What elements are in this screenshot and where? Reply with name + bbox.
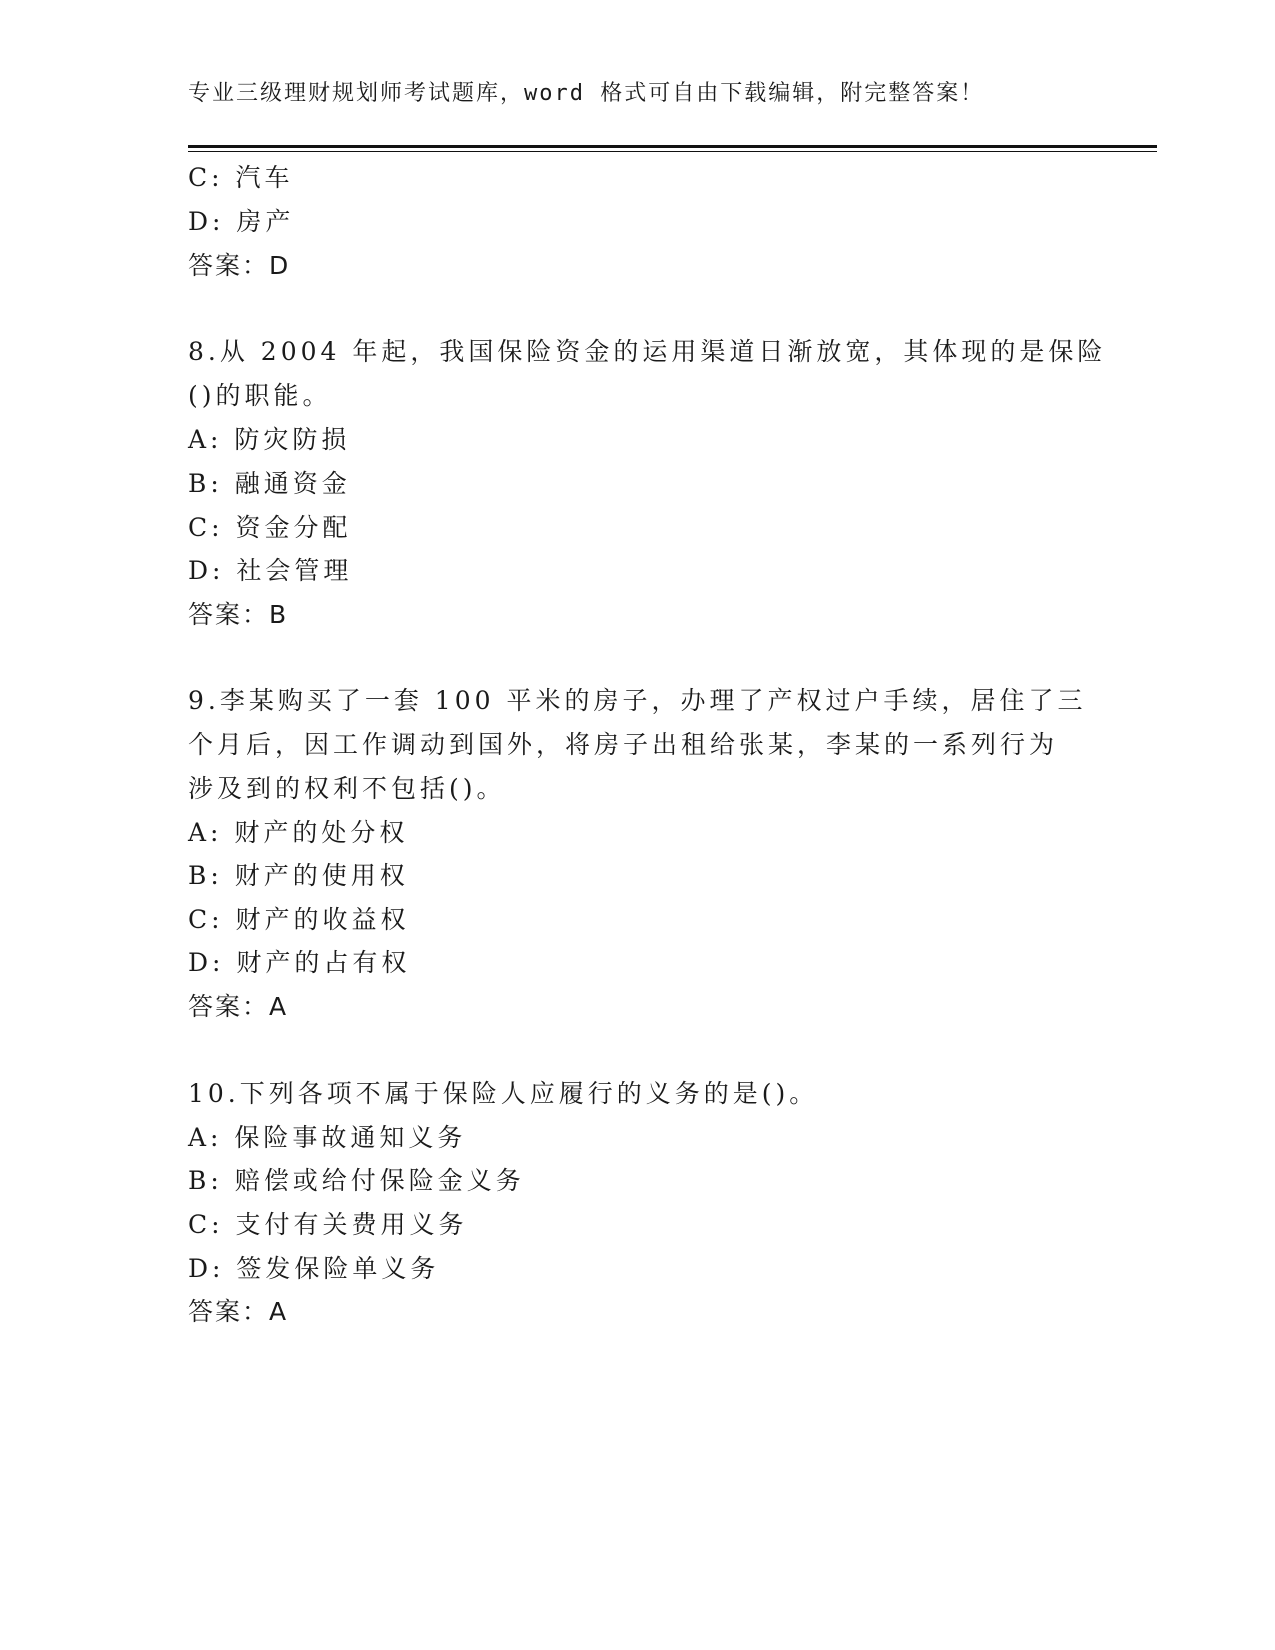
q7-answer: 答案：D [188,251,291,280]
header-divider-thick [188,145,1157,148]
q7-option-d: D: 房产 [188,207,295,236]
q10-option-b: B: 赔偿或给付保险金义务 [188,1166,525,1195]
q9-stem-line-2: 个月后，因工作调动到国外，将房子出租给张某，李某的一系列行为 [188,730,1059,759]
q8-option-a: A: 防灾防损 [188,425,351,454]
q9-stem-line-1: 9.李某购买了一套 100 平米的房子，办理了产权过户手续，居住了三 [188,686,1087,715]
q10-stem-line-1: 10.下列各项不属于保险人应履行的义务的是()。 [188,1079,819,1108]
q8-option-d: D: 社会管理 [188,556,353,585]
q10-option-d: D: 签发保险单义务 [188,1254,440,1283]
q9-stem-line-3: 涉及到的权利不包括()。 [188,774,506,803]
document-header: 专业三级理财规划师考试题库，word 格式可自由下载编辑，附完整答案！ [188,81,985,106]
q9-option-a: A: 财产的处分权 [188,818,409,847]
q9-answer: 答案：A [188,992,289,1021]
q8-answer: 答案：B [188,600,289,629]
q9-option-c: C: 财产的收益权 [188,905,410,934]
q8-stem-line-1: 8.从 2004 年起，我国保险资金的运用渠道日渐放宽，其体现的是保险 [188,337,1107,366]
q10-option-a: A: 保险事故通知义务 [188,1123,467,1152]
q8-option-c: C: 资金分配 [188,513,352,542]
q7-option-c: C: 汽车 [188,163,294,192]
q10-answer: 答案：A [188,1297,289,1326]
q9-option-b: B: 财产的使用权 [188,861,409,890]
q9-option-d: D: 财产的占有权 [188,948,411,977]
q10-option-c: C: 支付有关费用义务 [188,1210,468,1239]
q8-stem-line-2: ()的职能。 [188,381,332,410]
q8-option-b: B: 融通资金 [188,469,351,498]
header-divider-thin [188,151,1157,152]
